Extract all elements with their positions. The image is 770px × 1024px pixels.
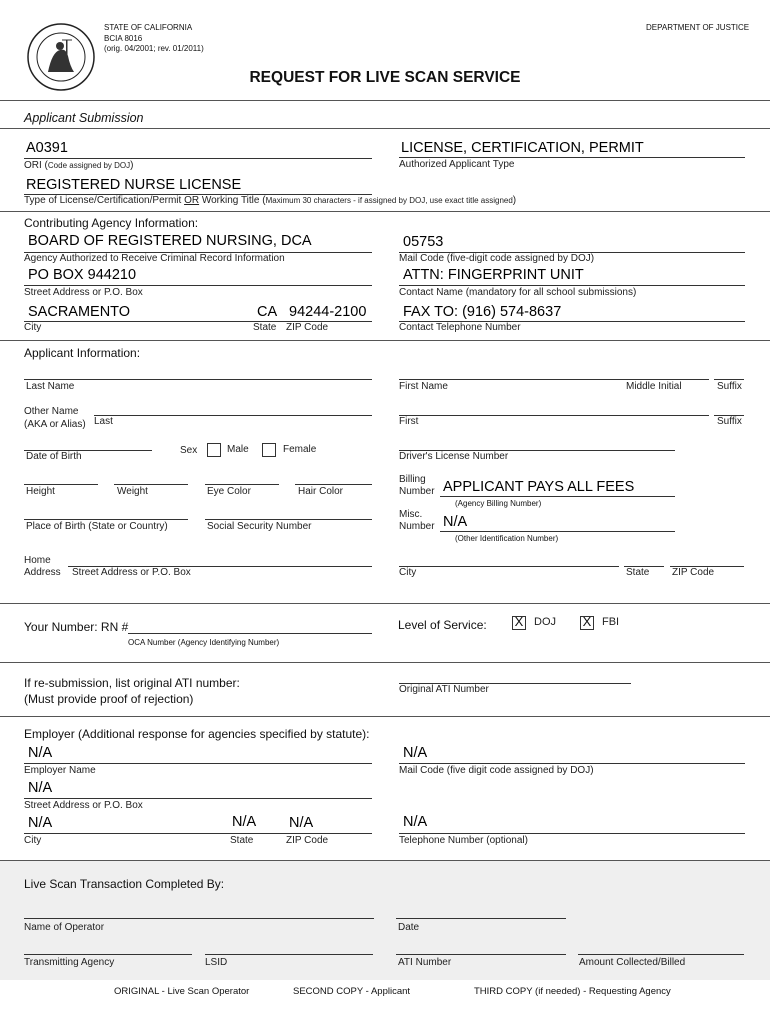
misc-sub-label: (Other Identification Number) [455, 534, 559, 543]
employer-name-line [24, 763, 372, 764]
level-of-service-label: Level of Service: [398, 618, 487, 632]
employer-phone-line [399, 833, 745, 834]
resubmission-line-1: If re-submission, list original ATI number: [24, 676, 240, 690]
employer-city-line [24, 833, 372, 834]
divider [0, 603, 770, 604]
aka-first-line [399, 415, 709, 416]
agency-label: Agency Authorized to Receive Criminal Record Information [24, 253, 285, 264]
female-checkbox[interactable] [262, 443, 276, 457]
billing-sub-label: (Agency Billing Number) [455, 499, 542, 508]
department-heading: DEPARTMENT OF JUSTICE [646, 23, 750, 32]
ati-number-label: ATI Number [398, 957, 452, 968]
contact-value[interactable]: ATTN: FINGERPRINT UNIT [403, 267, 584, 283]
misc-line [440, 531, 675, 532]
ori-line [24, 158, 372, 159]
suffix-label: Suffix [717, 381, 742, 392]
female-label: Female [283, 444, 317, 455]
license-label: Type of License/Certification/Permit OR Working Title (Maximum 30 characters - if assigned by DOJ, use exact title assigned) [24, 195, 517, 206]
applicant-type-line [399, 157, 745, 158]
aka-first-label: First [399, 416, 419, 427]
employer-phone-label: Telephone Number (optional) [399, 835, 528, 846]
contact-label: Contact Name (mandatory for all school submissions) [399, 287, 637, 298]
city-label: City [24, 322, 42, 333]
employer-mail-label: Mail Code (five digit code assigned by DOJ) [399, 765, 594, 776]
transmitting-agency-label: Transmitting Agency [24, 957, 115, 968]
street-value[interactable]: PO BOX 944210 [28, 267, 137, 283]
eye-color-label: Eye Color [207, 486, 251, 497]
footer-second-copy: SECOND COPY - Applicant [293, 986, 411, 997]
male-checkbox[interactable] [207, 443, 221, 457]
applicant-submission-label: Applicant Submission [24, 111, 144, 125]
sex-label: Sex [180, 445, 198, 456]
divider [0, 340, 770, 341]
eye-color-line [205, 484, 279, 485]
height-line [24, 484, 98, 485]
divider [0, 716, 770, 717]
employer-street-line [24, 798, 372, 799]
page-title: REQUEST FOR LIVE SCAN SERVICE [249, 69, 521, 86]
your-number-line[interactable] [128, 633, 372, 634]
state-heading: STATE OF CALIFORNIA [104, 23, 193, 32]
drivers-license-label: Driver's License Number [399, 451, 509, 462]
middle-initial-label: Middle Initial [626, 381, 682, 392]
height-label: Height [26, 486, 55, 497]
phone-value[interactable]: FAX TO: (916) 574-8637 [403, 304, 562, 320]
other-name-label: Other Name [24, 406, 79, 417]
your-number-label: Your Number: RN # [24, 620, 129, 634]
employer-city-value[interactable]: N/A [28, 815, 53, 831]
hair-color-line [295, 484, 372, 485]
contact-line [399, 285, 745, 286]
home-city-label: City [399, 567, 417, 578]
male-label: Male [227, 444, 249, 455]
form-revision: (orig. 04/2001; rev. 01/2011) [104, 44, 204, 53]
applicant-info-heading: Applicant Information: [24, 346, 141, 360]
doj-checkbox[interactable]: X [512, 616, 526, 630]
employer-name-label: Employer Name [24, 765, 96, 776]
state-label: State [253, 322, 277, 333]
agency-value[interactable]: BOARD OF REGISTERED NURSING, DCA [28, 233, 312, 249]
aka-last-label: Last [94, 416, 113, 427]
operator-label: Name of Operator [24, 922, 105, 933]
billing-label-1: Billing [399, 474, 426, 485]
mail-code-label: Mail Code (five-digit code assigned by DOJ) [399, 253, 595, 264]
divider [0, 211, 770, 212]
misc-label-2: Number [399, 521, 435, 532]
ori-label: ORI (Code assigned by DOJ) [24, 160, 134, 171]
fbi-label: FBI [602, 616, 620, 628]
date-line[interactable] [396, 918, 566, 919]
amount-line[interactable] [578, 954, 744, 955]
footer-third-copy: THIRD COPY (if needed) - Requesting Agency [474, 986, 671, 997]
city-value[interactable]: SACRAMENTO [28, 304, 131, 320]
employer-zip-value[interactable]: N/A [289, 815, 314, 831]
transmitting-agency-line[interactable] [24, 954, 192, 955]
hair-color-label: Hair Color [298, 486, 344, 497]
divider [0, 100, 770, 101]
employer-state-label: State [230, 835, 254, 846]
footer-original: ORIGINAL - Live Scan Operator [114, 986, 250, 997]
misc-value[interactable]: N/A [443, 514, 468, 530]
divider [0, 662, 770, 663]
ssn-line [205, 519, 372, 520]
home-zip-label: ZIP Code [672, 567, 715, 578]
operator-line[interactable] [24, 918, 374, 919]
first-name-line [399, 379, 709, 380]
lsid-label: LSID [205, 957, 228, 968]
fbi-checkbox[interactable]: X [580, 616, 594, 630]
lsid-line[interactable] [205, 954, 373, 955]
employer-mail-line [399, 763, 745, 764]
doj-label: DOJ [534, 616, 556, 628]
employer-zip-label: ZIP Code [286, 835, 329, 846]
license-value[interactable]: REGISTERED NURSE LICENSE [26, 177, 242, 193]
ssn-label: Social Security Number [207, 521, 312, 532]
first-name-label: First Name [399, 381, 448, 392]
billing-label-2: Number [399, 486, 435, 497]
billing-line [440, 496, 675, 497]
employer-mail-value[interactable]: N/A [403, 745, 428, 761]
form-number: BCIA 8016 [104, 34, 143, 43]
contributing-agency-heading: Contributing Agency Information: [24, 216, 199, 230]
oca-number-label: OCA Number (Agency Identifying Number) [128, 638, 280, 647]
aka-label: (AKA or Alias) [24, 419, 86, 430]
mail-code-value[interactable]: 05753 [403, 234, 444, 250]
employer-street-value[interactable]: N/A [28, 780, 53, 796]
billing-value[interactable]: APPLICANT PAYS ALL FEES [443, 479, 635, 495]
home-label-2: Address [24, 567, 61, 578]
misc-label-1: Misc. [399, 509, 423, 520]
phone-label: Contact Telephone Number [399, 322, 521, 333]
amount-label: Amount Collected/Billed [579, 957, 686, 968]
place-of-birth-line [24, 519, 188, 520]
employer-city-label: City [24, 835, 42, 846]
employer-heading: Employer (Additional response for agencies specified by statute): [24, 727, 370, 741]
divider [0, 128, 770, 129]
street-label: Street Address or P.O. Box [24, 287, 143, 298]
employer-phone-value[interactable]: N/A [403, 814, 428, 830]
applicant-type-value[interactable]: LICENSE, CERTIFICATION, PERMIT [401, 140, 644, 156]
zip-label: ZIP Code [286, 322, 329, 333]
employer-street-label: Street Address or P.O. Box [24, 800, 143, 811]
home-street-label: Street Address or P.O. Box [72, 567, 191, 578]
home-label-1: Home [24, 555, 51, 566]
original-ati-label: Original ATI Number [399, 684, 489, 695]
last-name-label: Last Name [26, 381, 75, 392]
employer-name-value[interactable]: N/A [28, 745, 53, 761]
live-scan-heading: Live Scan Transaction Completed By: [24, 877, 225, 891]
ori-value[interactable]: A0391 [26, 140, 68, 156]
weight-label: Weight [117, 486, 148, 497]
aka-last-line [94, 415, 372, 416]
zip-value[interactable]: 94244-2100 [289, 304, 367, 320]
home-state-label: State [626, 567, 650, 578]
resubmission-line-2: (Must provide proof of rejection) [24, 692, 194, 706]
aka-suffix-label: Suffix [717, 416, 742, 427]
last-name-line [24, 379, 372, 380]
state-value[interactable]: CA [257, 304, 278, 320]
suffix-line [714, 379, 744, 380]
applicant-type-label: Authorized Applicant Type [399, 159, 515, 170]
street-line [24, 285, 372, 286]
weight-line [114, 484, 188, 485]
employer-state-value[interactable]: N/A [232, 814, 257, 830]
place-of-birth-label: Place of Birth (State or Country) [26, 521, 168, 532]
divider [0, 860, 770, 861]
ati-number-line[interactable] [396, 954, 566, 955]
date-label: Date [398, 922, 420, 933]
home-city-line [399, 566, 619, 567]
dob-label: Date of Birth [26, 451, 82, 462]
